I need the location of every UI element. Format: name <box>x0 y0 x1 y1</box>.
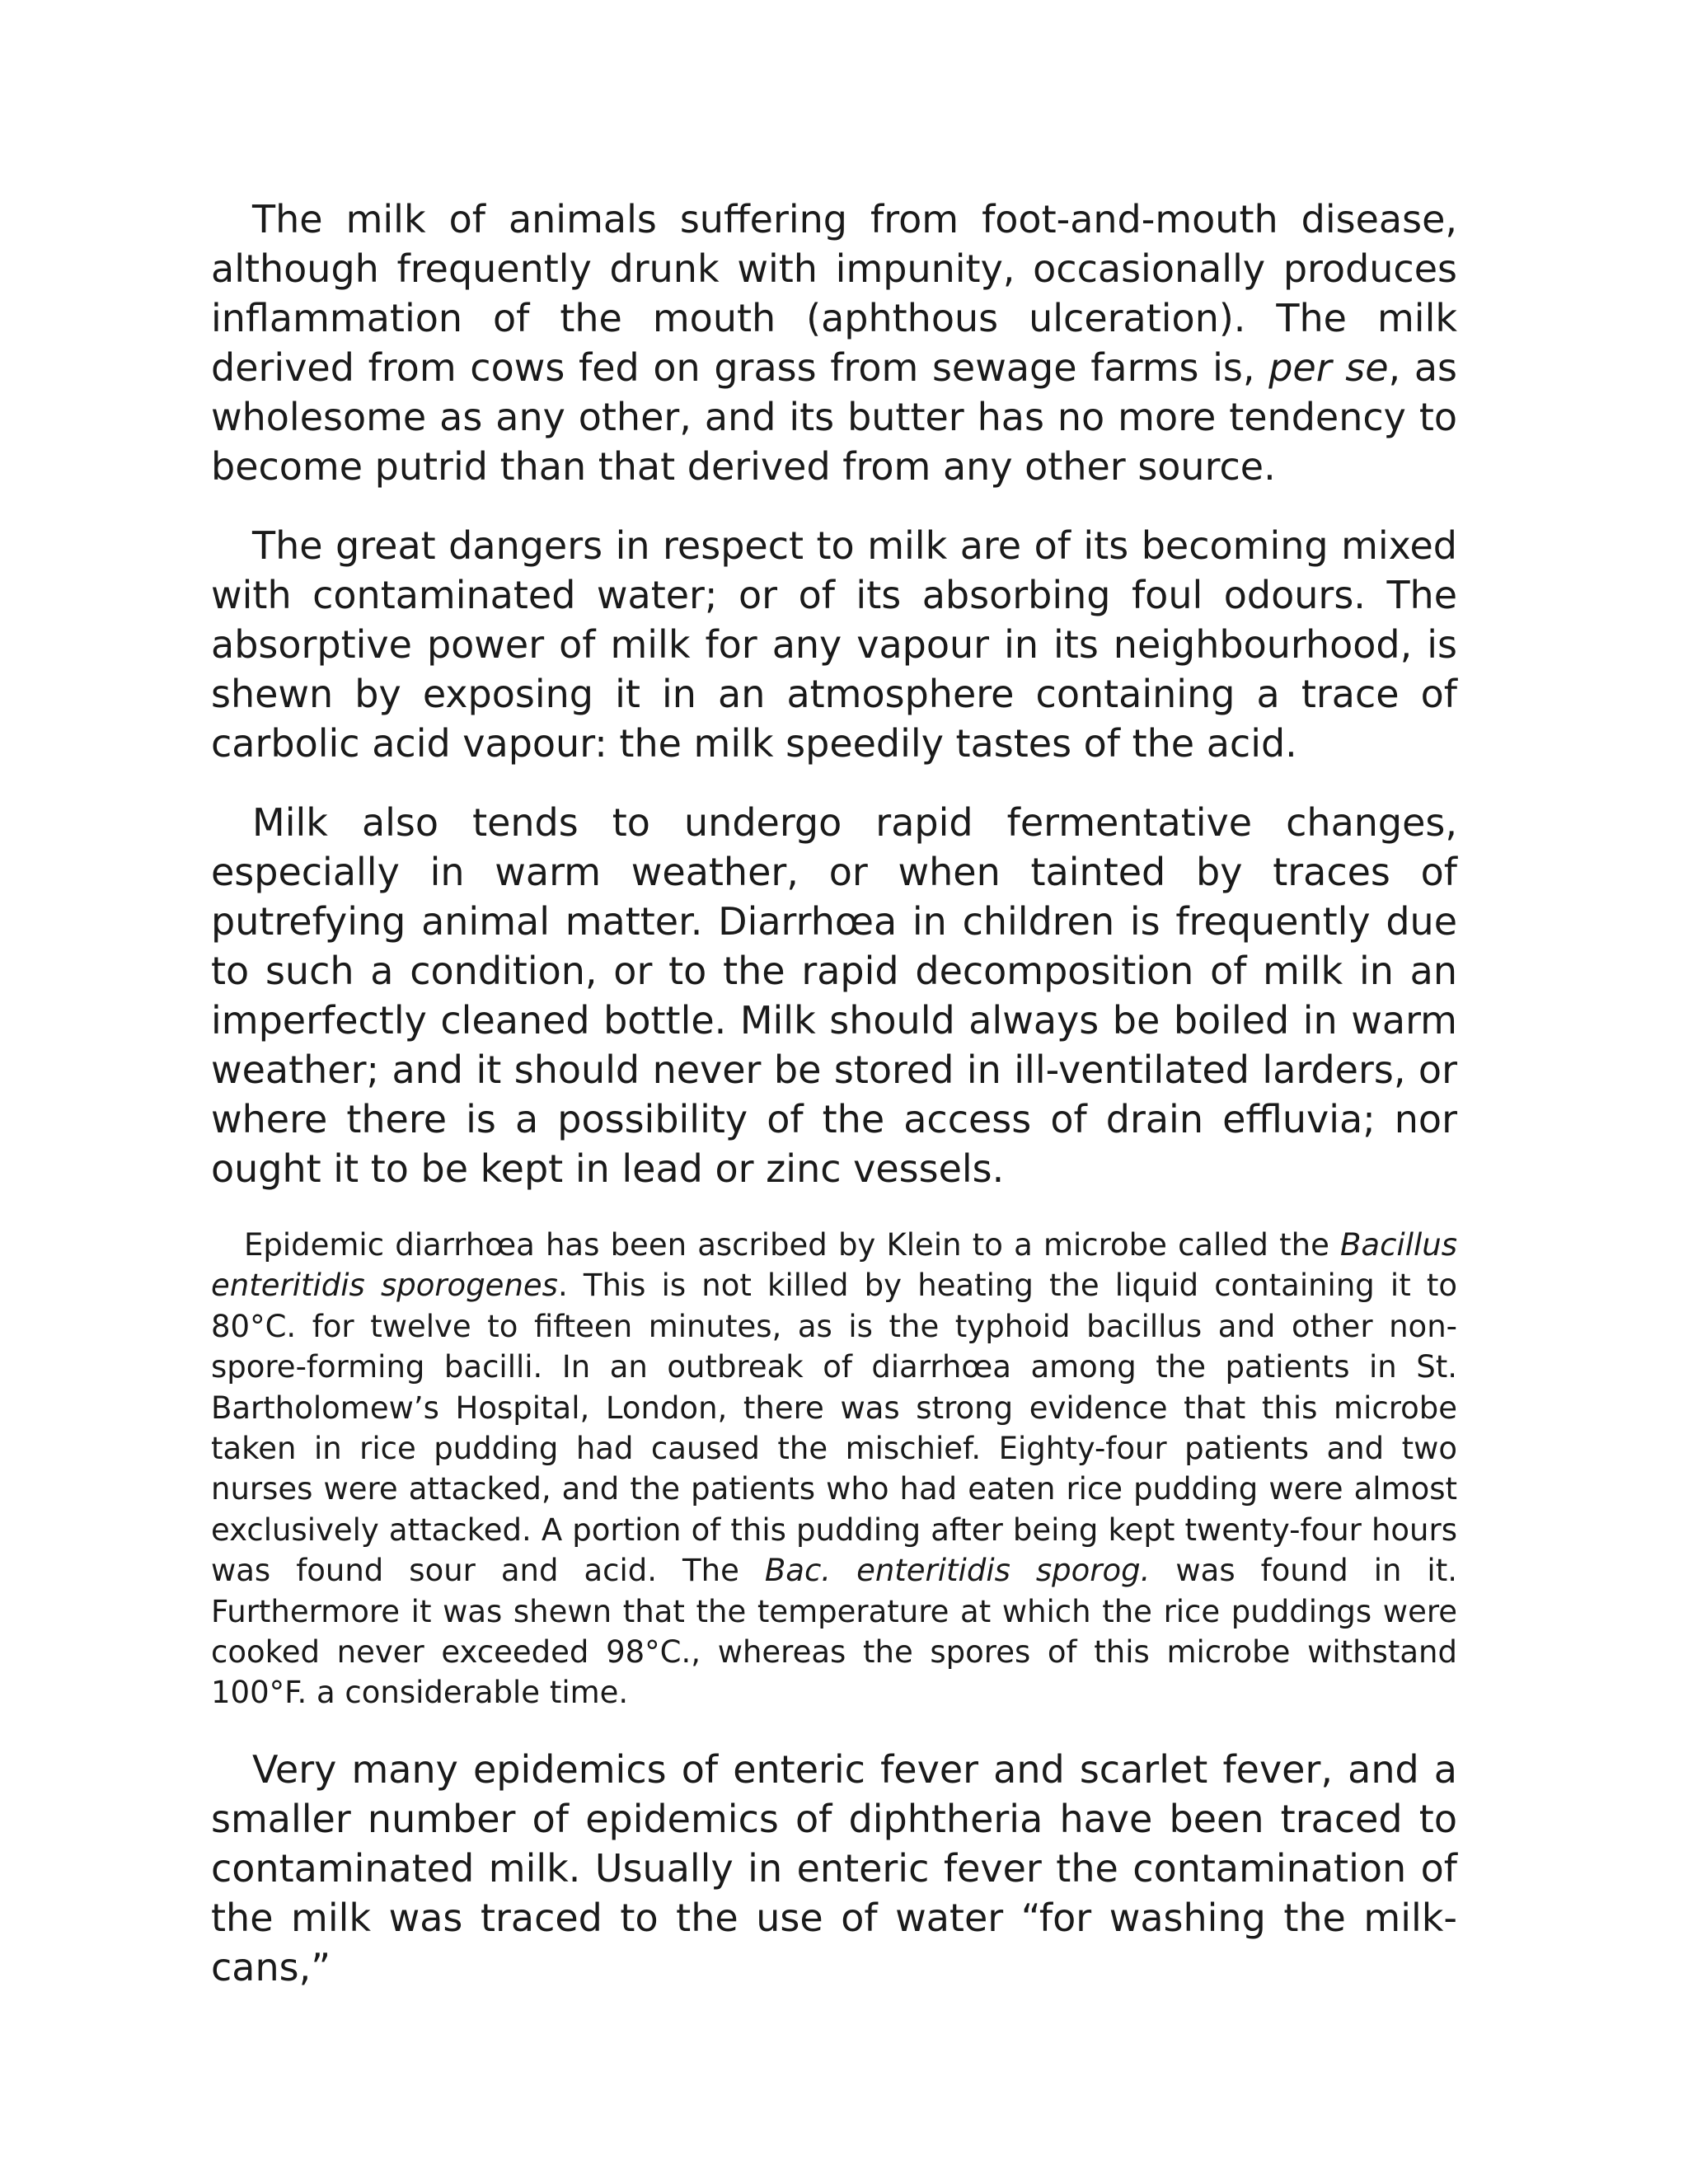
paragraph-foot-and-mouth <box>211 194 1457 491</box>
paragraph-text: The milk of animals suffering from foot-and-mouth disease, although frequently drunk with impunity, occasionally produces inflammation of the mouth (aphthous ulceration). The milk derived from cows fed on grass from sewage farms is, <box>211 197 1457 390</box>
italic-species-name: Bacillus enteritidis sporogenes <box>211 1227 1457 1304</box>
paragraph-text: Very many epidemics of enteric fever and scarlet fever, and a smaller number of epidemics of diphtheria have been traced to contaminated milk. Usually in enteric fever the contamination of the milk was traced to the use of water “for washing the milk-cans,” <box>211 1746 1457 1990</box>
paragraph-fermentative-changes <box>211 798 1457 1193</box>
document-page <box>211 194 1457 1992</box>
paragraph-milk-dangers <box>211 521 1457 768</box>
paragraph-text: Milk also tends to undergo rapid fermentative changes, especially in warm weather, or when tainted by traces of putrefying animal matter. Diarrhœa in children is frequently due to such a condition, or to the rapid decomposition of milk in an imperfectly cleaned bottle. Milk should always be boiled in warm weather; and it should never be stored in ill-ventilated larders, or where there is a possibility of the access of drain effluvia; nor ought it to be kept in lead or zinc vessels. <box>211 800 1457 1191</box>
paragraph-text: The great dangers in respect to milk are of its becoming mixed with contaminated water; or of its absorbing foul odours. The absorptive power of milk for any vapour in its neighbourhood, is shewn by exposing it in an atmosphere containing a trace of carbolic acid vapour: the milk speedily tastes of the acid. <box>211 523 1457 766</box>
paragraph-epidemics-contaminated-milk <box>211 1745 1457 1992</box>
paragraph-text: . This is not killed by heating the liquid containing it to 80°C. for twelve to fifteen minutes, as is the typhoid bacillus and other non-spore-forming bacilli. In an outbreak of diarrhœa among the patients in St. Bartholomew’s Hospital, London, there was strong evidence that this microbe taken in rice pudding had caused the mischief. Eighty-four patients and two nurses were attacked, and the patients who had eaten rice pudding were almost exclusively attacked. A portion of this pudding after being kept twenty-four hours was found sour and acid. The <box>211 1268 1457 1589</box>
paragraph-text: was found in it. Furthermore it was shewn that the temperature at which the rice puddings were cooked never exceeded 98°C., whereas the spores of this microbe withstand 100°F. a considerable time. <box>211 1553 1457 1711</box>
paragraph-epidemic-diarrhoea-note <box>211 1225 1457 1713</box>
paragraph-text: , as wholesome as any other, and its butter has no more tendency to become putrid than that derived from any other source. <box>211 345 1457 489</box>
paragraph-text: Epidemic diarrhœa has been ascribed by Klein to a microbe called the <box>244 1227 1341 1263</box>
italic-species-abbrev: Bac. enteritidis sporog. <box>764 1553 1151 1589</box>
italic-term: per se <box>1268 345 1389 390</box>
